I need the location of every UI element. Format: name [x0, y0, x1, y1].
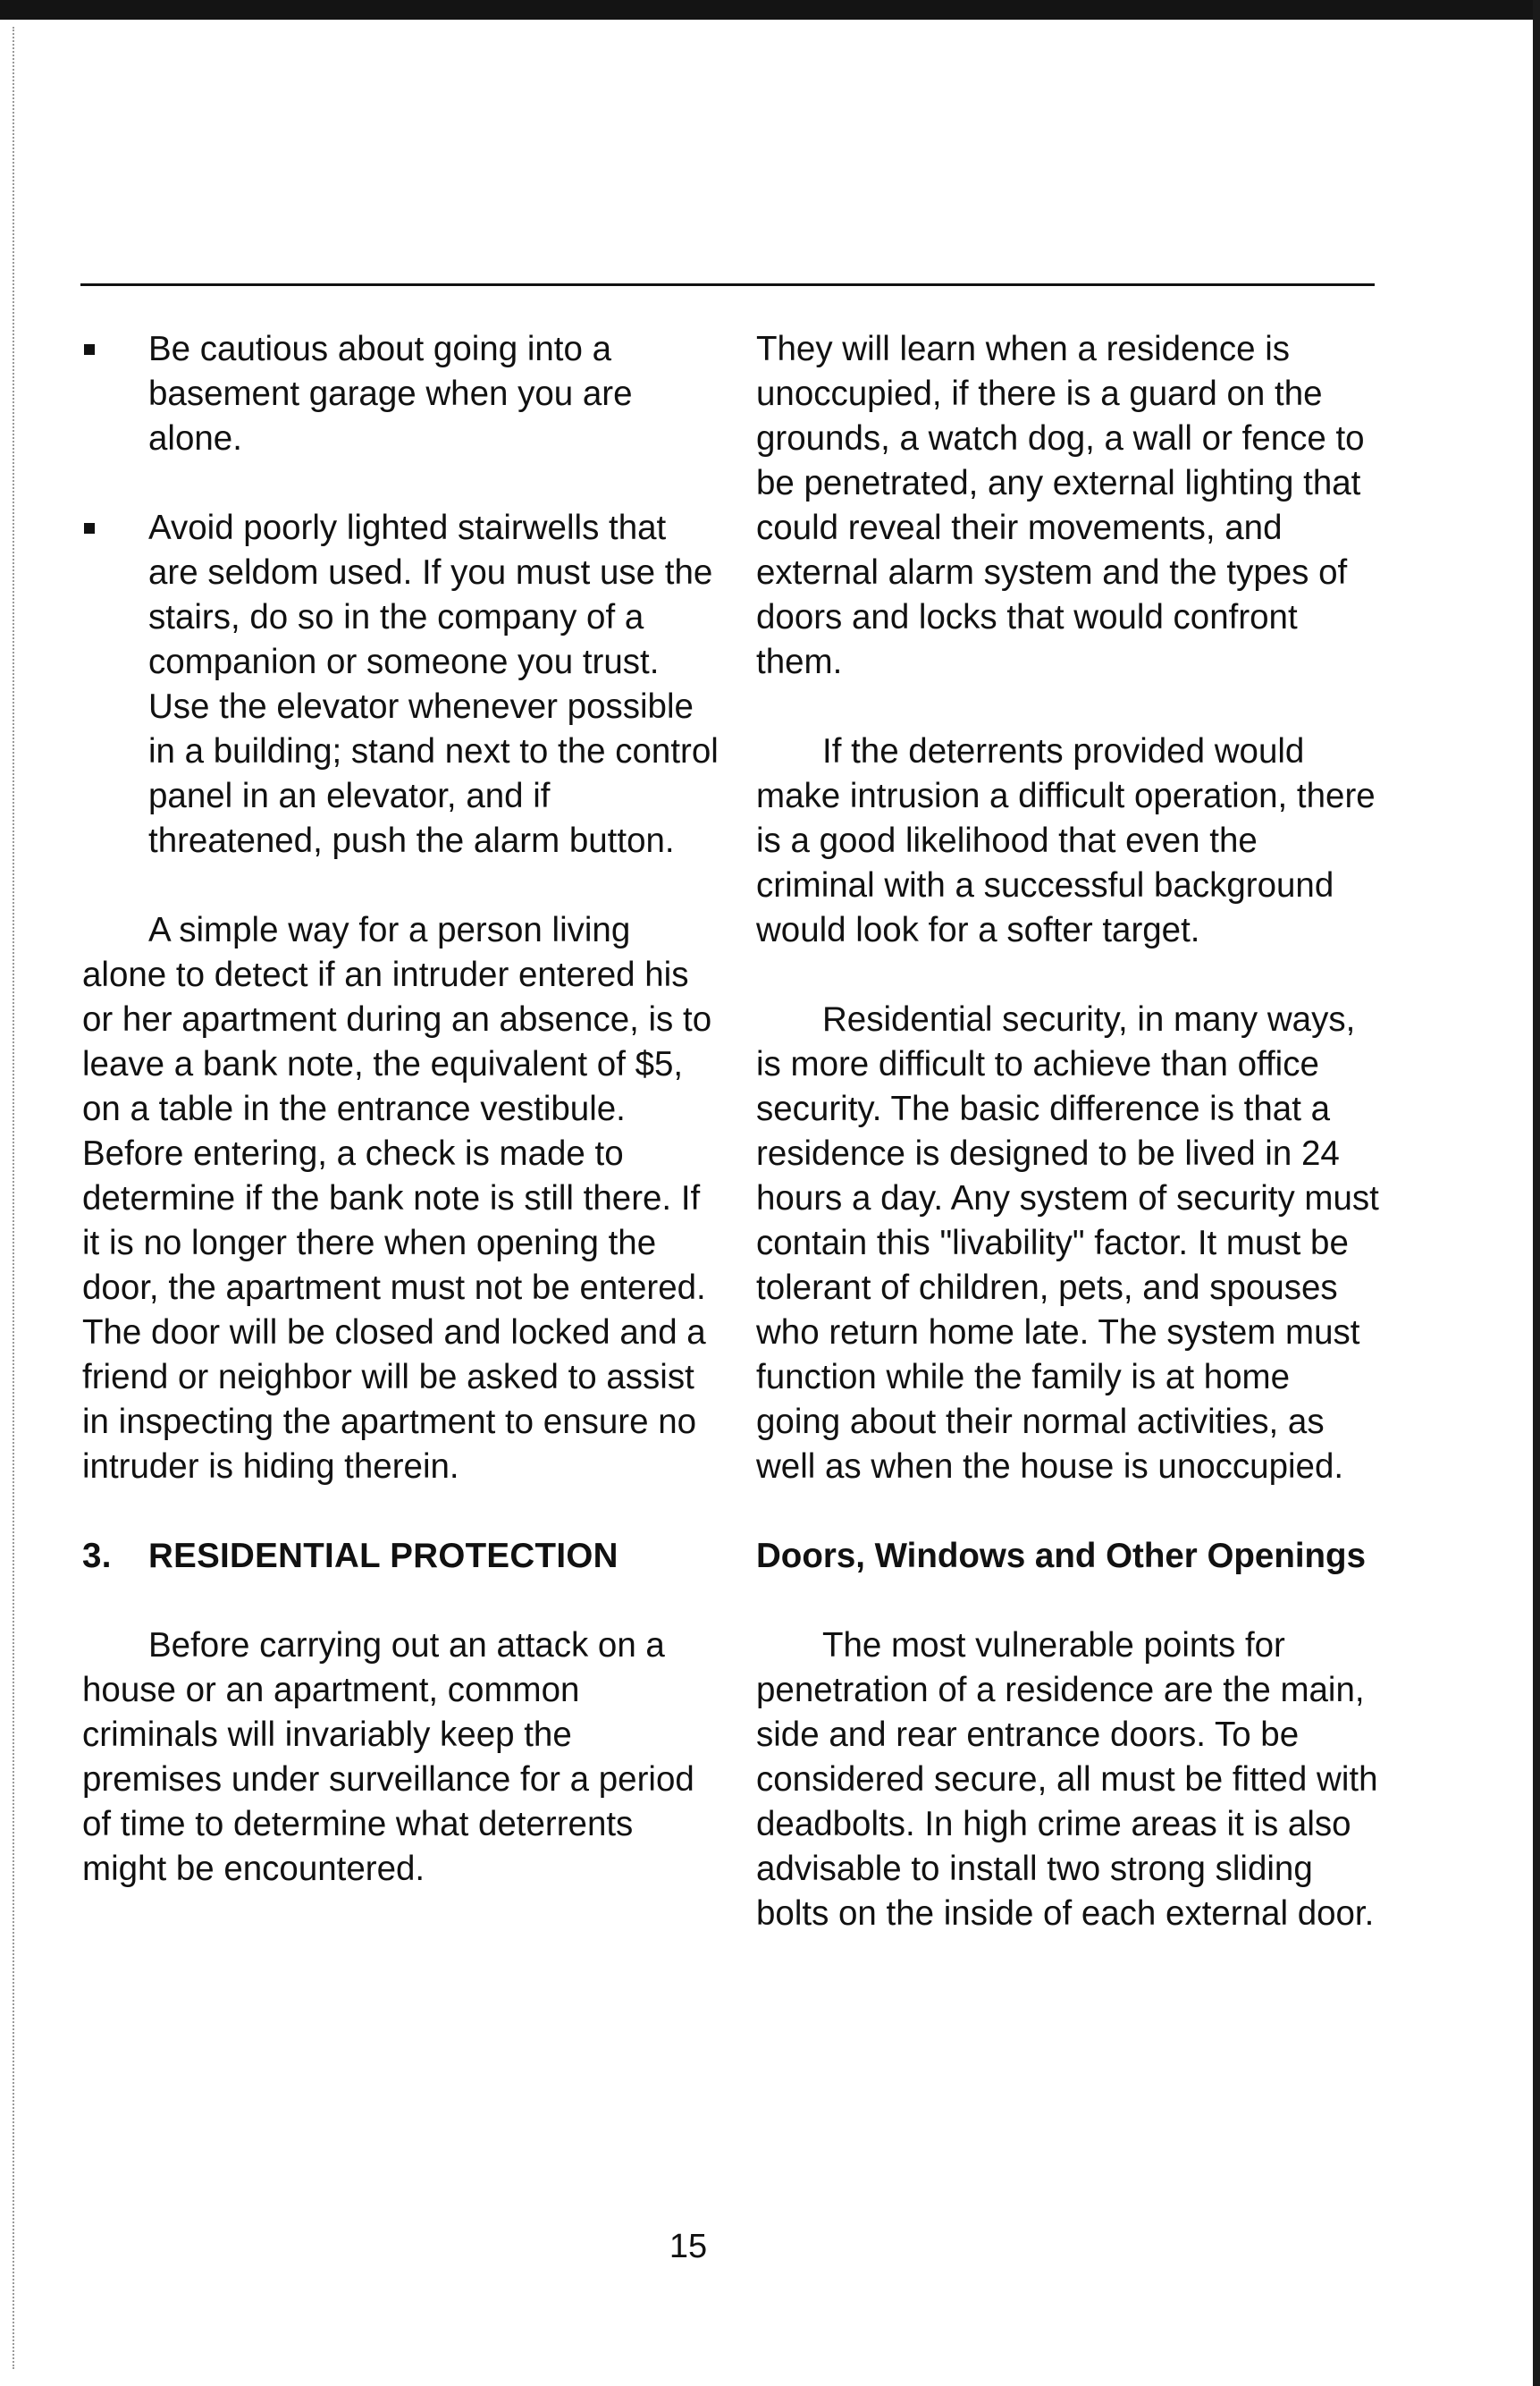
scan-right-edge	[1533, 0, 1540, 2386]
page-number: 15	[669, 2228, 708, 2265]
bullet-item	[82, 327, 719, 461]
paragraph-residential-security: Residential security, in many ways, is more difficult to achieve than office security. The basic difference is that a residence is designed to be lived in 24 hours a day. Any system of security must contain this "livability" factor. It must be tolerant of children, pets, and spouses who return home late. The system must function while the family is at home going about their normal activities, as well as when the house is unoccupied.	[756, 1000, 1379, 1486]
bullet-item	[82, 506, 719, 864]
paragraph-surveillance: Before carrying out an attack on a house or an apartment, common criminals will invariably keep the premises under surveillance for a period of time to determine what deterrents might be encountered.	[82, 1626, 694, 1888]
bullet-text: Be cautious about going into a basement garage when you are alone.	[148, 330, 633, 458]
paragraph-doors: The most vulnerable points for penetration of a residence are the main, side and rear entrance doors. To be considered secure, all must be fitted with deadbolts. In high crime areas it is also advisable to install two strong sliding bolts on the inside of each external door.	[756, 1626, 1378, 1933]
subheading-doors-windows: Doors, Windows and Other Openings	[756, 1537, 1366, 1575]
section-heading	[82, 1534, 719, 1579]
bullet-square-icon	[84, 523, 95, 534]
section-title: RESIDENTIAL PROTECTION	[148, 1537, 619, 1575]
section-number: 3.	[82, 1537, 112, 1575]
scan-top-edge	[0, 0, 1540, 20]
bullet-text: Avoid poorly lighted stairwells that are seldom used. If you must use the stairs, do so in the company of a companion or someone you trust. Use the elevator whenever possible in a building; stand next to the control panel in an elevator, and if threatened, push the alarm button.	[148, 509, 719, 860]
paragraph-continued: They will learn when a residence is unoccupied, if there is a guard on the grounds, a watch dog, a wall or fence to be penetrated, any external lighting that could reveal their movements, and external alarm system and the types of doors and locks that would confront them.	[756, 330, 1365, 681]
left-column	[82, 327, 719, 1936]
paragraph-deterrents: If the deterrents provided would make intrusion a difficult operation, there is a good likelihood that even the criminal with a successful background would look for a softer target.	[756, 732, 1376, 949]
scan-left-edge	[13, 27, 14, 2369]
bullet-square-icon	[84, 344, 95, 355]
paragraph-intruder-detection: A simple way for a person living alone to detect if an intruder entered his or her apartment during an absence, is to leave a bank note, the equivalent of $5, on a table in the entrance vestibule. Before entering, a check is made to determine if the bank note is still there. If it is no longer there when opening the door, the apartment must not be entered. The door will be closed and locked and a friend or neighbor will be asked to assist in inspecting the apartment to ensure no intruder is hiding therein.	[82, 911, 712, 1486]
right-column	[756, 327, 1382, 1981]
header-rule	[80, 283, 1375, 286]
